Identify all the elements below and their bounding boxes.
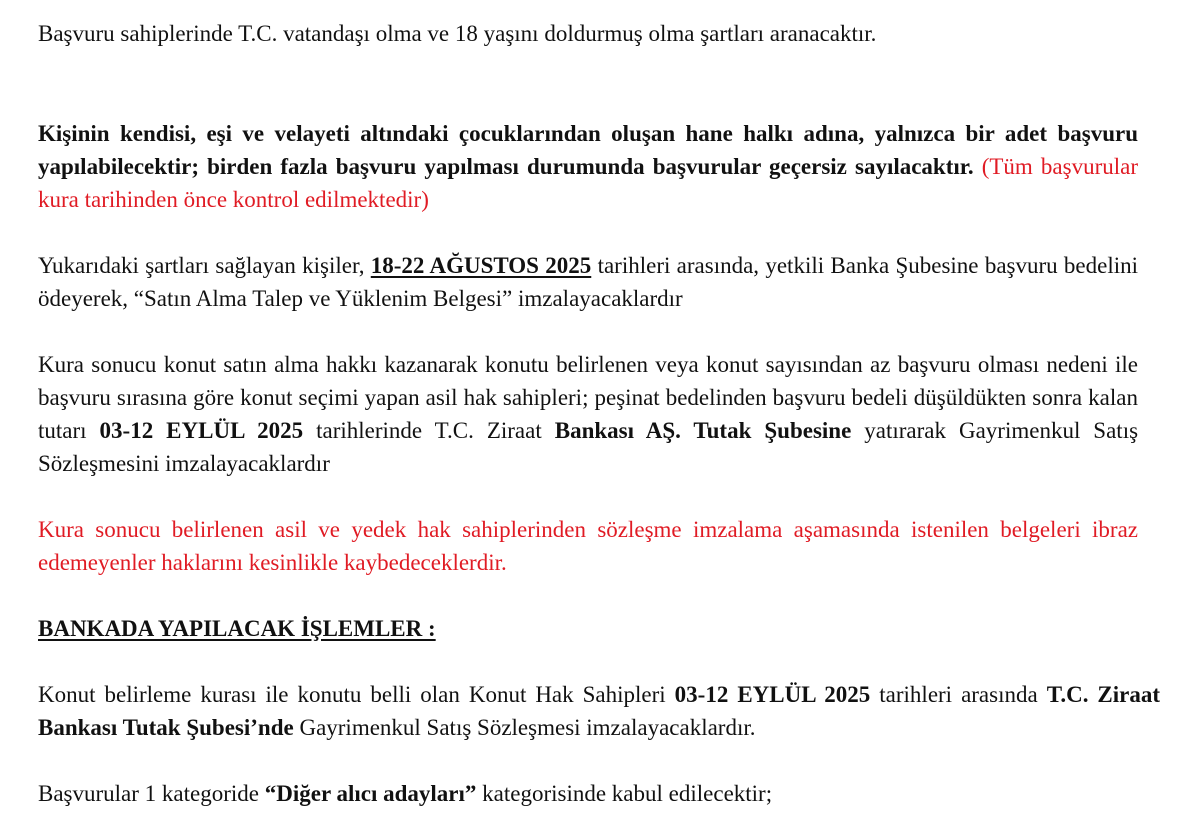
payment-bank: Bankası AŞ. Tutak Şubesine bbox=[554, 418, 852, 443]
bank-procedures-heading-text: BANKADA YAPILACAK İŞLEMLER : bbox=[38, 616, 436, 641]
payment-text-middle: tarihlerinde T.C. Ziraat bbox=[316, 418, 542, 443]
payment-paragraph bbox=[38, 348, 1138, 480]
contract-text-middle: tarihleri arasında bbox=[879, 682, 1038, 707]
contract-text-end: Gayrimenkul Satış Sözleşmesi imzalayacaklardır. bbox=[299, 715, 756, 740]
contract-date: 03-12 EYLÜL 2025 bbox=[674, 682, 871, 707]
contract-text-start: Konut belirleme kurası ile konutu belli olan Konut Hak Sahipleri bbox=[38, 682, 666, 707]
eligibility-paragraph bbox=[38, 17, 1138, 50]
eligibility-text: Başvuru sahiplerinde T.C. vatandaşı olma ve 18 yaşını doldurmuş olma şartları aranacaktır. bbox=[38, 21, 877, 46]
payment-text-end: yatırarak Gayrimenkul Satış Sözleşmesini imzalayacaklardır bbox=[38, 418, 1139, 476]
document-warning-text: Kura sonucu belirlenen asil ve yedek hak sahiplerinden sözleşme imzalama aşamasında istenilen belgeleri ibraz edemeyenler haklarını kesinlikle kaybedeceklerdir. bbox=[38, 517, 1138, 575]
household-rule-text: Kişinin kendisi, eşi ve velayeti altındaki çocuklarından oluşan hane halkı adına, yalnızca bir adet başvuru yapılabilecektir; birden fazla başvuru yapılması durumunda başvurular geçersiz sayılacaktır. bbox=[38, 121, 1138, 179]
contract-paragraph bbox=[38, 678, 1160, 744]
application-text-end: tarihleri arasında, yetkili Banka Şubesine başvuru bedelini ödeyerek, “Satın Alma Talep ve Yüklenim Belgesi” imzalayacaklardır bbox=[38, 253, 1139, 311]
document-page bbox=[38, 17, 1161, 810]
application-date: 18-22 AĞUSTOS 2025 bbox=[370, 253, 592, 278]
category-text-start: Başvurular 1 kategoride bbox=[38, 781, 259, 806]
application-period-paragraph bbox=[38, 249, 1138, 315]
document-warning-paragraph bbox=[38, 513, 1138, 579]
contract-bank: T.C. Ziraat Bankası Tutak Şubesi’nde bbox=[38, 682, 1161, 740]
payment-date: 03-12 EYLÜL 2025 bbox=[99, 418, 304, 443]
category-name: “Diğer alıcı adayları” bbox=[264, 781, 477, 806]
category-paragraph bbox=[38, 777, 1138, 810]
household-rule-paragraph bbox=[38, 117, 1138, 216]
application-text-start: Yukarıdaki şartları sağlayan kişiler, bbox=[38, 253, 365, 278]
category-text-end: kategorisinde kabul edilecektir; bbox=[482, 781, 773, 806]
payment-text-start: Kura sonucu konut satın alma hakkı kazanarak konutu belirlenen veya konut sayısından az başvuru olması nedeni ile başvuru sırasına göre konut seçimi yapan asil hak sahipleri; peşinat bedelinden başvuru bedeli düşüldükten sonra kalan tutarı bbox=[38, 352, 1138, 443]
control-note: (Tüm başvurular kura tarihinden önce kontrol edilmektedir) bbox=[38, 154, 1138, 212]
bank-procedures-heading bbox=[38, 612, 1138, 645]
